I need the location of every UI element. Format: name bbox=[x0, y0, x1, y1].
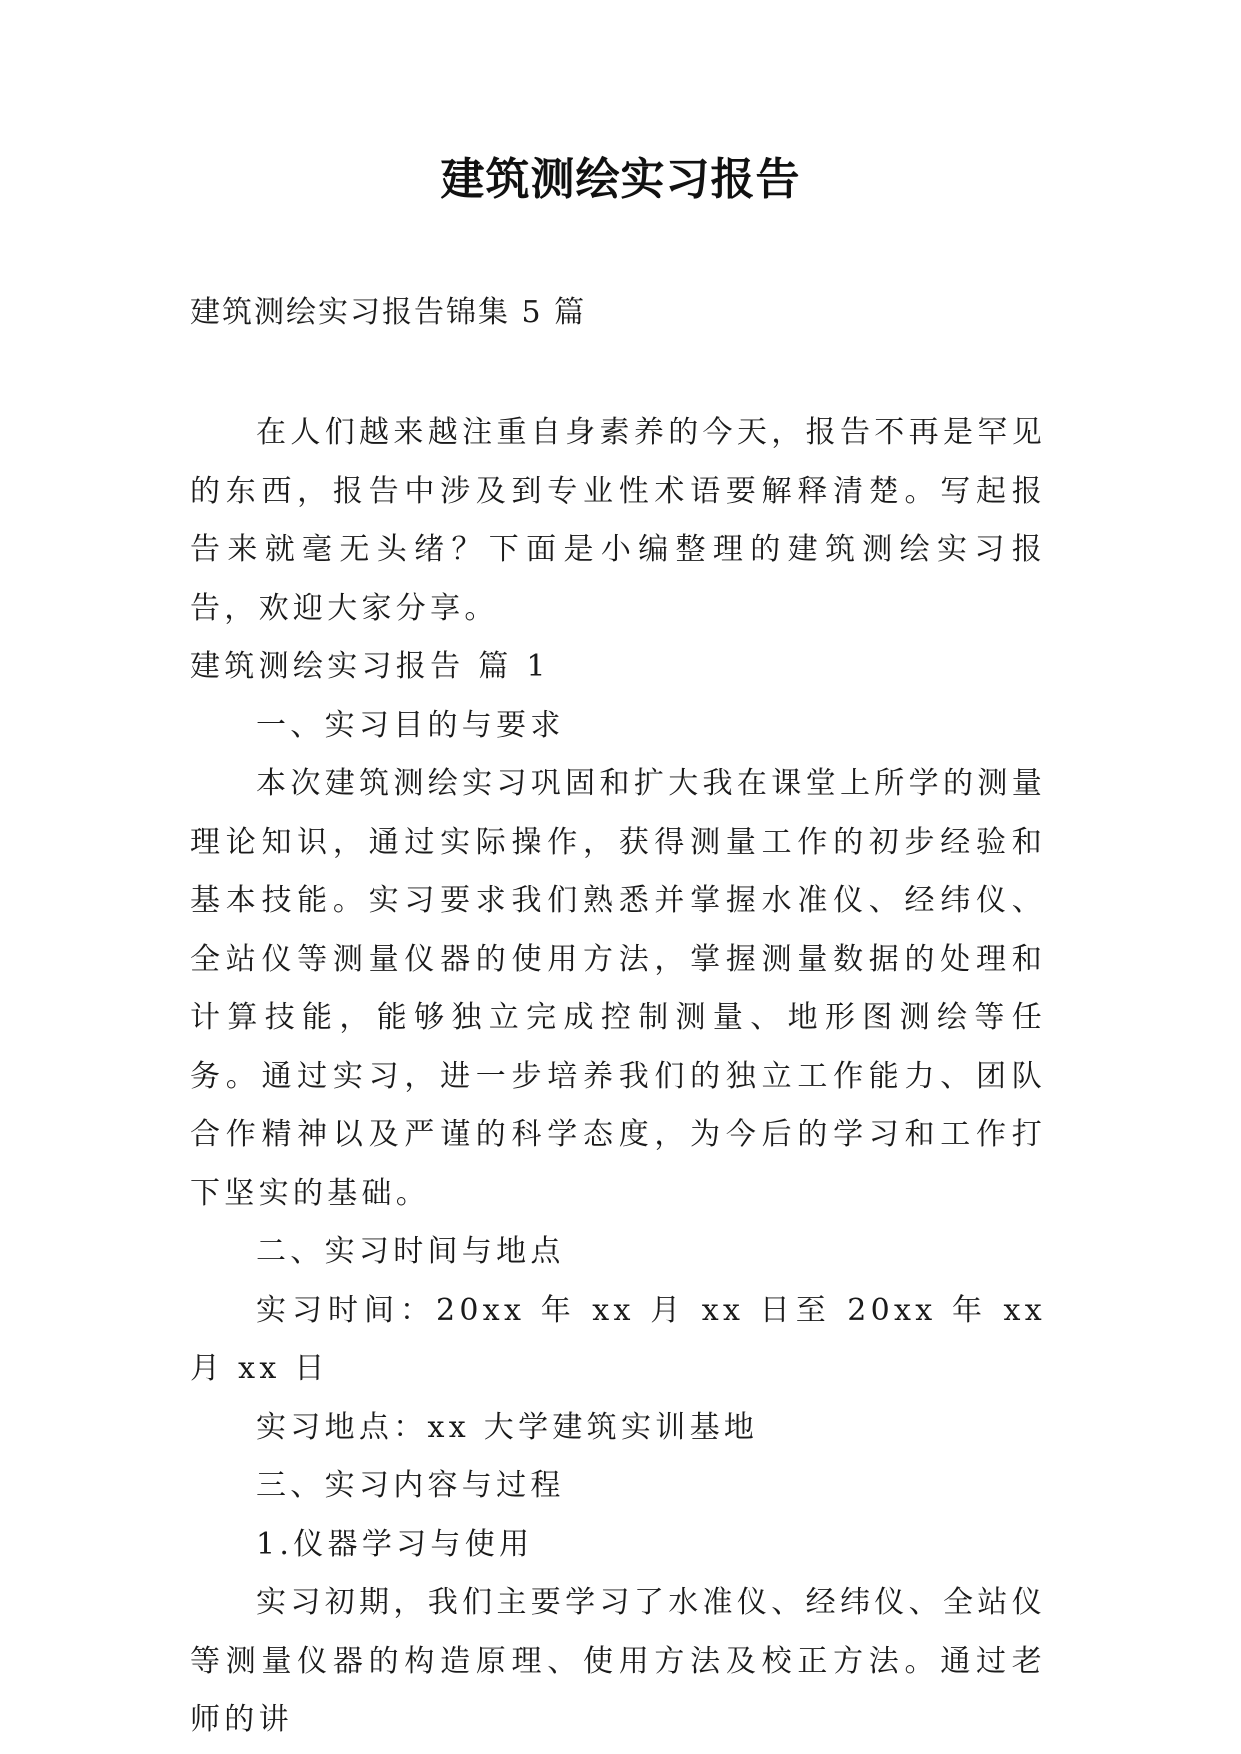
section-1-paragraph: 本次建筑测绘实习巩固和扩大我在课堂上所学的测量理论知识，通过实际操作，获得测量工作的初步经验和基本技能。实习要求我们熟悉并掌握水准仪、经纬仪、全站仪等测量仪器的使用方法，掌握测量数据的处理和计算技能，能够独立完成控制测量、地形图测绘等任务。通过实习，进一步培养我们的独立工作能力、团队合作精神以及严谨的科学态度，为今后的学习和工作打下坚实的基础。 bbox=[190, 766, 1046, 1211]
section-3-paragraph: 实习初期，我们主要学习了水准仪、经纬仪、全站仪等测量仪器的构造原理、使用方法及校正方法。通过老师的讲 bbox=[190, 1585, 1046, 1737]
document-subtitle: 建筑测绘实习报告锦集 5 篇 bbox=[190, 295, 587, 330]
internship-place: 实习地点：xx 大学建筑实训基地 bbox=[256, 1409, 759, 1445]
section-heading-2: 二、实习时间与地点 bbox=[256, 1234, 565, 1269]
part-heading: 建筑测绘实习报告 篇 1 bbox=[190, 649, 550, 684]
section-heading-1: 一、实习目的与要求 bbox=[256, 707, 565, 743]
document-body bbox=[190, 404, 1046, 1750]
intro-paragraph: 在人们越来越注重自身素养的今天，报告不再是罕见的东西，报告中涉及到专业性术语要解释清楚。写起报告来就毫无头绪？下面是小编整理的建筑测绘实习报告，欢迎大家分享。 bbox=[190, 415, 1046, 626]
document-title: 建筑测绘实习报告 bbox=[440, 154, 801, 205]
subsection-heading-1: 1.仪器学习与使用 bbox=[256, 1526, 534, 1562]
section-heading-3: 三、实习内容与过程 bbox=[256, 1468, 565, 1503]
internship-time: 实习时间：20xx 年 xx 月 xx 日至 20xx 年 xx 月 xx 日 bbox=[190, 1292, 1046, 1386]
